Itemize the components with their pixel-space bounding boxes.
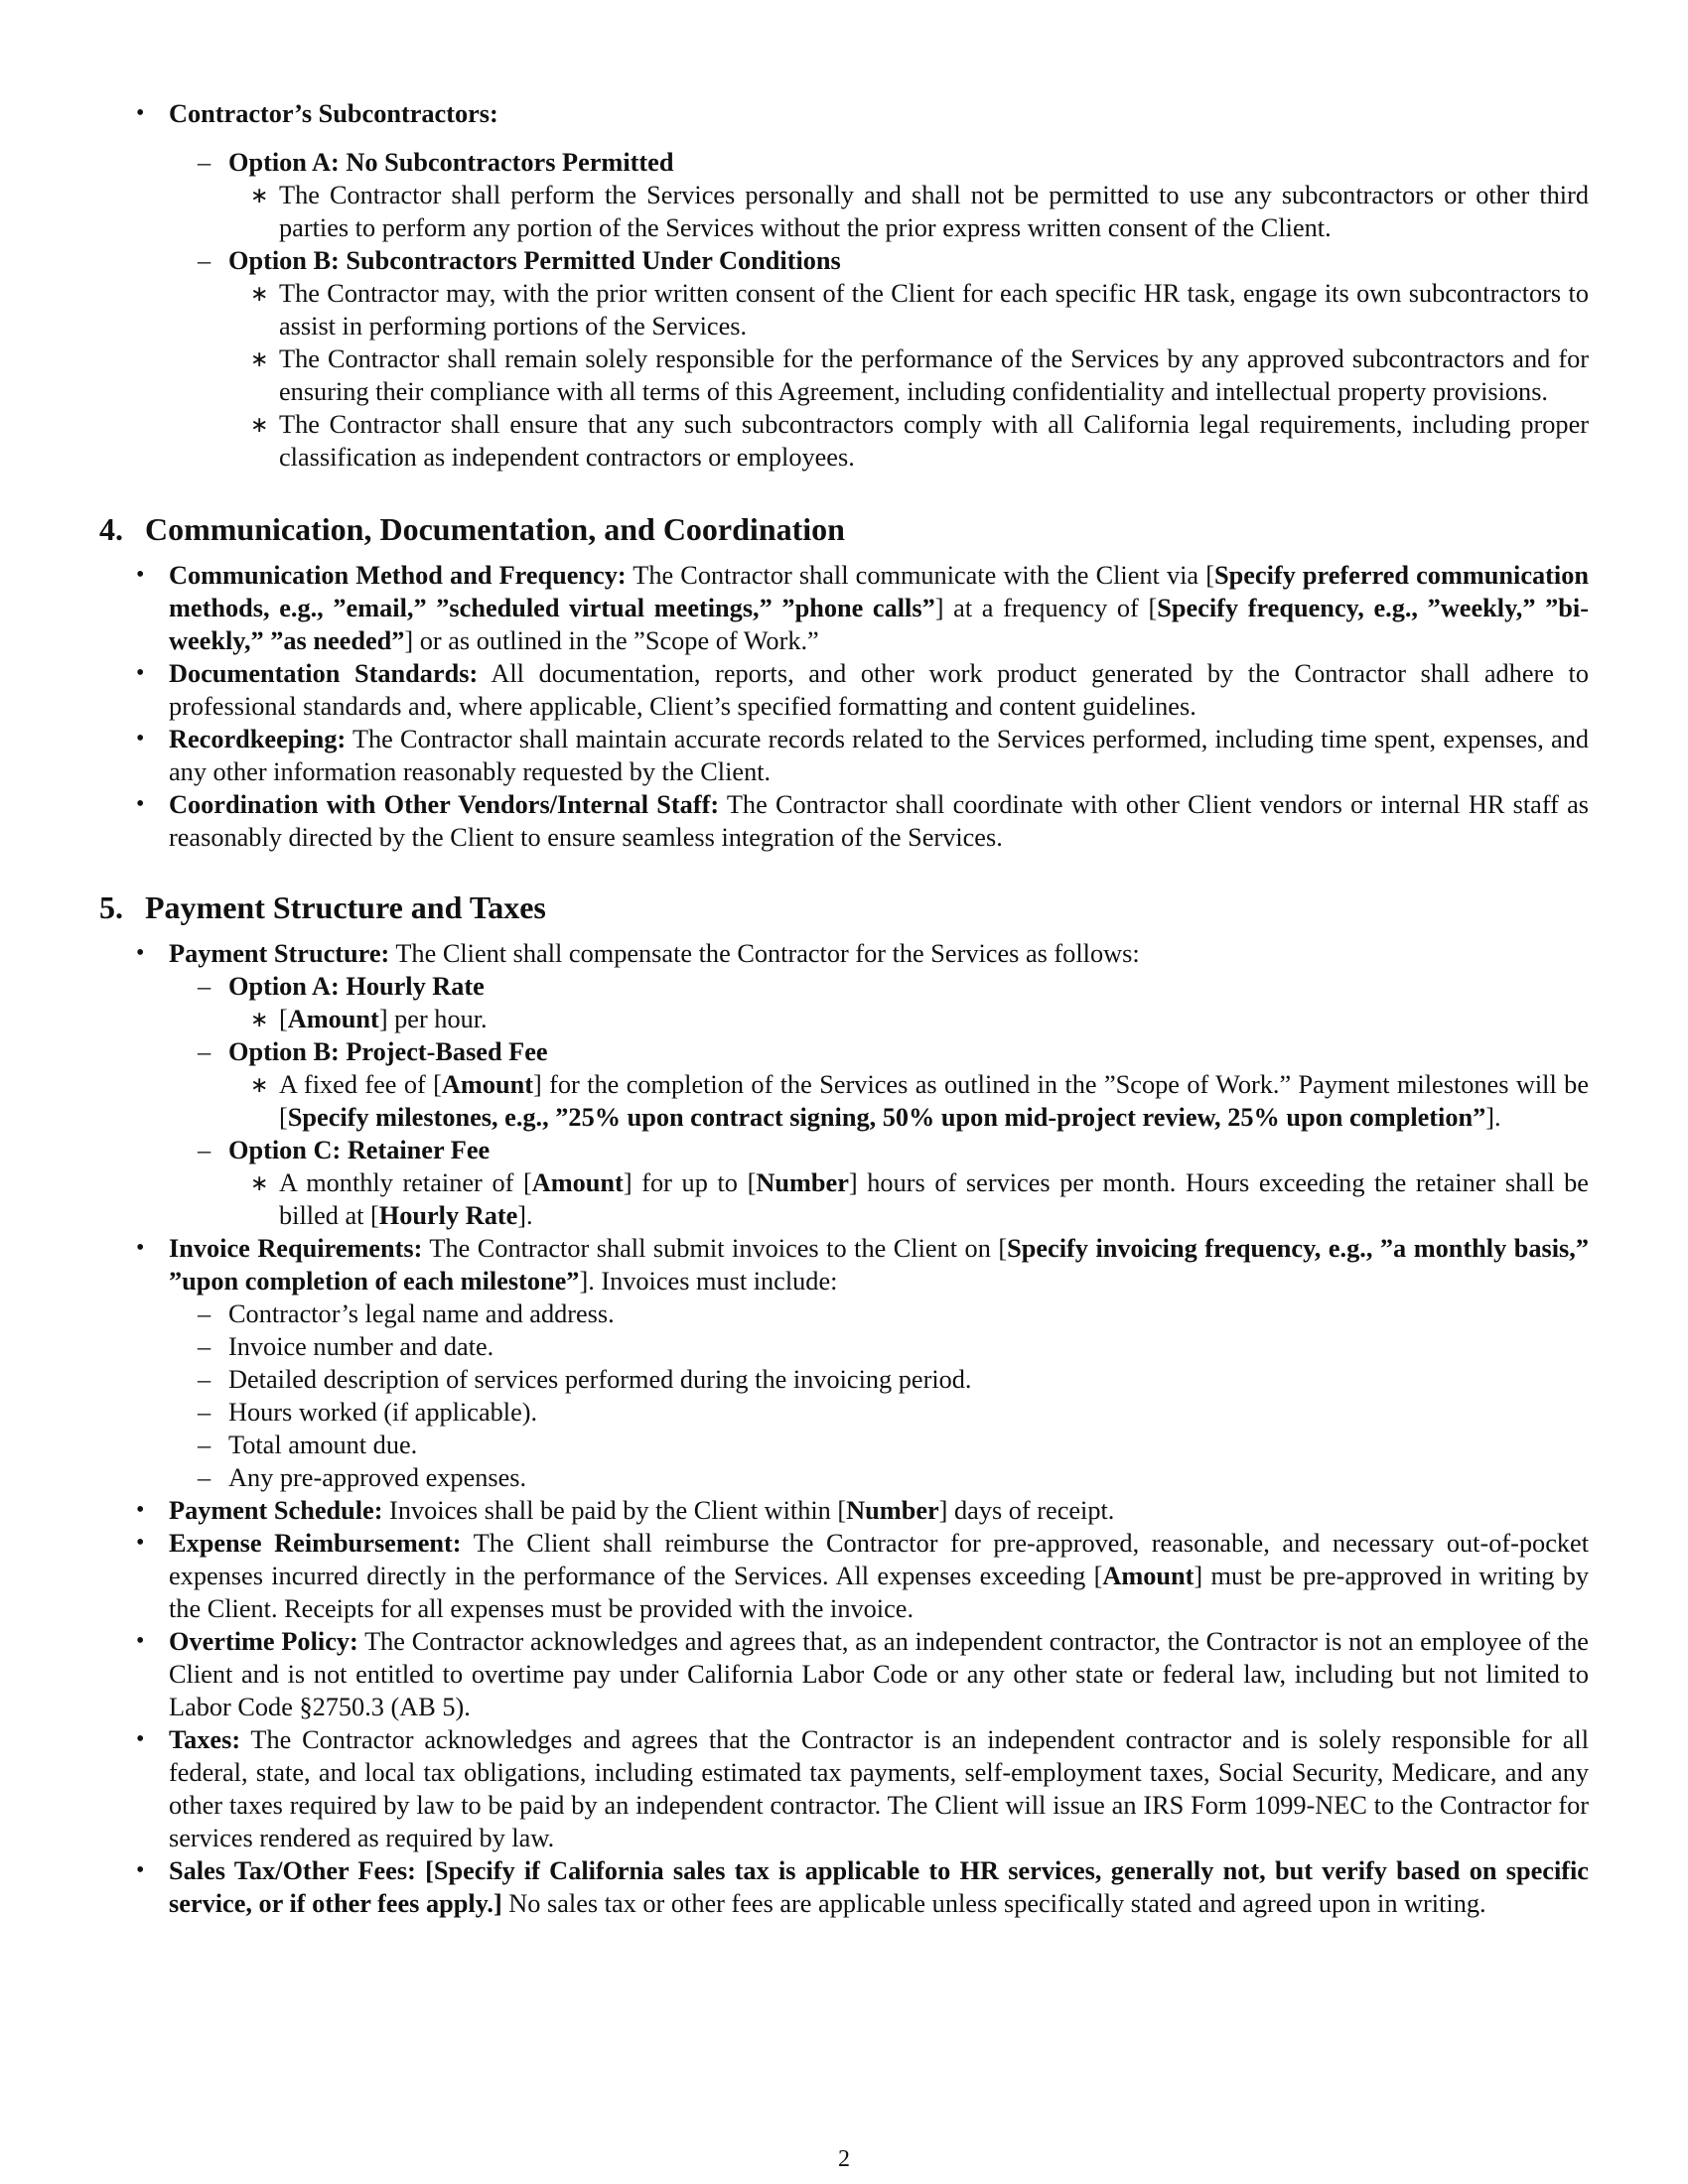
option-a-subcontractors bbox=[99, 146, 1589, 179]
bullet-marker: • bbox=[136, 1235, 145, 1261]
option-title: Option C: Retainer Fee bbox=[228, 1136, 491, 1164]
list-item-subcontractors bbox=[99, 97, 1589, 130]
list-item-sales-tax bbox=[99, 1854, 1589, 1920]
placeholder-text: Number bbox=[756, 1168, 849, 1197]
item-label: Payment Schedule: bbox=[169, 1496, 383, 1525]
item-text: ] hours of services per month. Hours exceeding the retainer shall be billed at [ bbox=[279, 1168, 1589, 1230]
placeholder-text: Specify frequency, e.g., ”weekly,” ”bi-weekly,” ”as needed” bbox=[169, 594, 1589, 655]
item-label: Communication Method and Frequency: bbox=[169, 561, 627, 590]
item-text: ]. bbox=[1485, 1103, 1501, 1132]
option-title: Option B: Project-Based Fee bbox=[228, 1037, 548, 1066]
list-item bbox=[99, 1068, 1589, 1134]
list-item bbox=[99, 179, 1589, 244]
placeholder-text: Number bbox=[846, 1496, 939, 1525]
star-marker: ∗ bbox=[250, 1072, 269, 1097]
item-label: Sales Tax/Other Fees: bbox=[169, 1856, 416, 1885]
item-text: A monthly retainer of [ bbox=[279, 1168, 532, 1197]
placeholder-text: Specify invoicing frequency, e.g., ”a monthly basis,” ”upon completion of each milestone” bbox=[169, 1234, 1590, 1296]
list-item-documentation bbox=[99, 657, 1589, 723]
item-text: ] at a frequency of [ bbox=[934, 594, 1158, 622]
section-title: Payment Structure and Taxes bbox=[145, 889, 546, 925]
bullet-marker: • bbox=[136, 1628, 145, 1654]
item-text: The Contractor acknowledges and agrees that the Contractor is an independent contractor and is solely responsible for all federal, state, and local tax obligations, including estimated tax payments, self-employment taxes, Social Security, Medicare, and any other taxes required by law to be paid by an independent contractor. The Client will issue an IRS Form 1099-NEC to the Contractor for services rendered as required by law. bbox=[169, 1725, 1589, 1852]
item-text: No sales tax or other fees are applicable unless specifically stated and agreed upon in writing. bbox=[501, 1889, 1486, 1918]
invoice-item bbox=[99, 1429, 1589, 1461]
dash-marker: – bbox=[198, 1365, 211, 1394]
option-c-payment bbox=[99, 1134, 1589, 1166]
item-text: ] days of receipt. bbox=[938, 1496, 1115, 1525]
placeholder-text: Amount bbox=[287, 1005, 379, 1033]
option-b-item: The Contractor shall remain solely responsible for the performance of the Services by any approved subcontractors and for ensuring their compliance with all terms of this Agreement, including confidentiality and intellectual property provisions. bbox=[279, 344, 1589, 406]
item-text: The Contractor shall communicate with the Client via [ bbox=[626, 561, 1214, 590]
item-label: Overtime Policy: bbox=[169, 1627, 358, 1656]
star-marker: ∗ bbox=[250, 412, 269, 437]
bullet-marker: • bbox=[136, 726, 145, 751]
star-marker: ∗ bbox=[250, 1170, 269, 1195]
invoice-item bbox=[99, 1330, 1589, 1363]
invoice-item-text: Invoice number and date. bbox=[228, 1332, 494, 1361]
list-item bbox=[99, 277, 1589, 342]
option-a-payment bbox=[99, 970, 1589, 1003]
item-label: Recordkeeping: bbox=[169, 725, 347, 753]
dash-marker: – bbox=[198, 1398, 211, 1427]
invoice-item bbox=[99, 1363, 1589, 1396]
item-text: All documentation, reports, and other work product generated by the Contractor shall adhere to professional standards and, where applicable, Client’s specified formatting and content guidelines. bbox=[169, 659, 1590, 721]
item-text: ]. Invoices must include: bbox=[579, 1267, 838, 1296]
list-item-communication bbox=[99, 559, 1589, 657]
section-number: 4. bbox=[99, 511, 123, 547]
section-title: Communication, Documentation, and Coordination bbox=[145, 511, 845, 547]
invoice-item bbox=[99, 1396, 1589, 1429]
placeholder-text: Hourly Rate bbox=[378, 1201, 518, 1230]
list-item bbox=[99, 342, 1589, 408]
dash-marker: – bbox=[198, 1299, 211, 1328]
section-number: 5. bbox=[99, 889, 123, 925]
item-text: The Client shall compensate the Contractor for the Services as follows: bbox=[389, 939, 1140, 968]
bullet-marker: • bbox=[136, 1530, 145, 1556]
bullet-marker: • bbox=[136, 791, 145, 817]
list-item-payment-structure bbox=[99, 937, 1589, 970]
section-5-heading bbox=[99, 887, 1589, 927]
item-text: ] for the completion of the Services as outlined in the ”Scope of Work.” Payment milestones will be [ bbox=[279, 1070, 1589, 1132]
subcontractors-heading: Contractor’s Subcontractors: bbox=[169, 99, 498, 128]
section-4-heading bbox=[99, 509, 1589, 549]
dash-marker: – bbox=[198, 1332, 211, 1361]
item-label: Taxes: bbox=[169, 1725, 241, 1754]
option-b-subcontractors bbox=[99, 244, 1589, 277]
item-label: Payment Structure: bbox=[169, 939, 390, 968]
dash-marker: – bbox=[198, 1431, 211, 1459]
dash-marker: – bbox=[198, 148, 211, 177]
invoice-item-text: Contractor’s legal name and address. bbox=[228, 1299, 615, 1328]
item-text: [ bbox=[279, 1005, 288, 1033]
item-text: The Contractor acknowledges and agrees that, as an independent contractor, the Contractor is not an employee of the Client and is not entitled to overtime pay under California Labor Code or any other state or federal law, including but not limited to Labor Code §2750.3 (AB 5). bbox=[169, 1627, 1589, 1721]
option-b-title: Option B: Subcontractors Permitted Under Conditions bbox=[228, 246, 841, 275]
list-item-taxes bbox=[99, 1723, 1589, 1854]
item-text: ] must be pre-approved in writing by the Client. Receipts for all expenses must be provided with the invoice. bbox=[169, 1562, 1589, 1623]
item-text: The Contractor shall submit invoices to the Client on [ bbox=[422, 1234, 1008, 1263]
dash-marker: – bbox=[198, 972, 211, 1001]
item-label: Documentation Standards: bbox=[169, 659, 479, 688]
document-body bbox=[99, 97, 1589, 1920]
option-a-title: Option A: No Subcontractors Permitted bbox=[228, 148, 674, 177]
item-text: The Contractor shall maintain accurate records related to the Services performed, including time spent, expenses, and any other information reasonably requested by the Client. bbox=[169, 725, 1589, 786]
item-text: The Client shall reimburse the Contractor for pre-approved, reasonable, and necessary out-of-pocket expenses incurred directly in the performance of the Services. All expenses exceeding [ bbox=[169, 1529, 1590, 1590]
placeholder-text: Amount bbox=[531, 1168, 624, 1197]
placeholder-text: Amount bbox=[1102, 1562, 1195, 1590]
invoice-item-text: Total amount due. bbox=[228, 1431, 418, 1459]
dash-marker: – bbox=[198, 1463, 211, 1492]
list-item-overtime-policy bbox=[99, 1625, 1589, 1723]
bullet-marker: • bbox=[136, 562, 145, 588]
placeholder-text: [Specify if California sales tax is applicable to HR services, generally not, but verify based on specific service, or if other fees apply.] bbox=[169, 1856, 1589, 1918]
bullet-marker: • bbox=[136, 660, 145, 686]
star-marker: ∗ bbox=[250, 281, 269, 306]
list-item bbox=[99, 1166, 1589, 1232]
item-text: ] or as outlined in the ”Scope of Work.” bbox=[404, 626, 819, 655]
list-item bbox=[99, 408, 1589, 474]
page-number: 2 bbox=[838, 2146, 850, 2172]
invoice-item-text: Detailed description of services performed during the invoicing period. bbox=[228, 1365, 972, 1394]
list-item-expense-reimbursement bbox=[99, 1527, 1589, 1625]
dash-marker: – bbox=[198, 1037, 211, 1066]
bullet-marker: • bbox=[136, 940, 145, 966]
list-item-invoice-requirements bbox=[99, 1232, 1589, 1297]
invoice-item-text: Hours worked (if applicable). bbox=[228, 1398, 538, 1427]
option-b-item: The Contractor may, with the prior written consent of the Client for each specific HR task, engage its own subcontractors to assist in performing portions of the Services. bbox=[279, 279, 1589, 341]
item-label: Invoice Requirements: bbox=[169, 1234, 423, 1263]
dash-marker: – bbox=[198, 1136, 211, 1164]
option-b-payment bbox=[99, 1035, 1589, 1068]
dash-marker: – bbox=[198, 246, 211, 275]
star-marker: ∗ bbox=[250, 346, 269, 371]
star-marker: ∗ bbox=[250, 183, 269, 207]
list-item-recordkeeping bbox=[99, 723, 1589, 788]
item-text: Invoices shall be paid by the Client within [ bbox=[382, 1496, 847, 1525]
item-text: ] for up to [ bbox=[623, 1168, 757, 1197]
invoice-item bbox=[99, 1461, 1589, 1494]
bullet-marker: • bbox=[136, 1857, 145, 1883]
invoice-item-text: Any pre-approved expenses. bbox=[228, 1463, 527, 1492]
placeholder-text: Specify preferred communication methods, e.g., ”email,” ”scheduled virtual meetings,” ”phone calls” bbox=[169, 561, 1589, 622]
bullet-marker: • bbox=[136, 1726, 145, 1752]
item-text: ] per hour. bbox=[378, 1005, 488, 1033]
item-text: The Contractor shall coordinate with other Client vendors or internal HR staff as reasonably directed by the Client to ensure seamless integration of the Services. bbox=[169, 790, 1590, 852]
item-text: ]. bbox=[517, 1201, 533, 1230]
bullet-marker: • bbox=[136, 100, 145, 126]
star-marker: ∗ bbox=[250, 1007, 269, 1031]
placeholder-text: Specify milestones, e.g., ”25% upon contract signing, 50% upon mid-project review, 25% upon completion” bbox=[287, 1103, 1486, 1132]
bullet-marker: • bbox=[136, 1497, 145, 1523]
invoice-item bbox=[99, 1297, 1589, 1330]
item-label: Expense Reimbursement: bbox=[169, 1529, 462, 1558]
list-item-payment-schedule bbox=[99, 1494, 1589, 1527]
option-b-item: The Contractor shall ensure that any such subcontractors comply with all California legal requirements, including proper classification as independent contractors or employees. bbox=[279, 410, 1589, 472]
option-a-item: The Contractor shall perform the Services personally and shall not be permitted to use any subcontractors or other third parties to perform any portion of the Services without the prior express written consent of the Client. bbox=[279, 181, 1589, 242]
item-text: A fixed fee of [ bbox=[279, 1070, 442, 1099]
option-title: Option A: Hourly Rate bbox=[228, 972, 485, 1001]
list-item bbox=[99, 1003, 1589, 1035]
placeholder-text: Amount bbox=[441, 1070, 533, 1099]
list-item-coordination bbox=[99, 788, 1589, 854]
item-label: Coordination with Other Vendors/Internal Staff: bbox=[169, 790, 720, 819]
